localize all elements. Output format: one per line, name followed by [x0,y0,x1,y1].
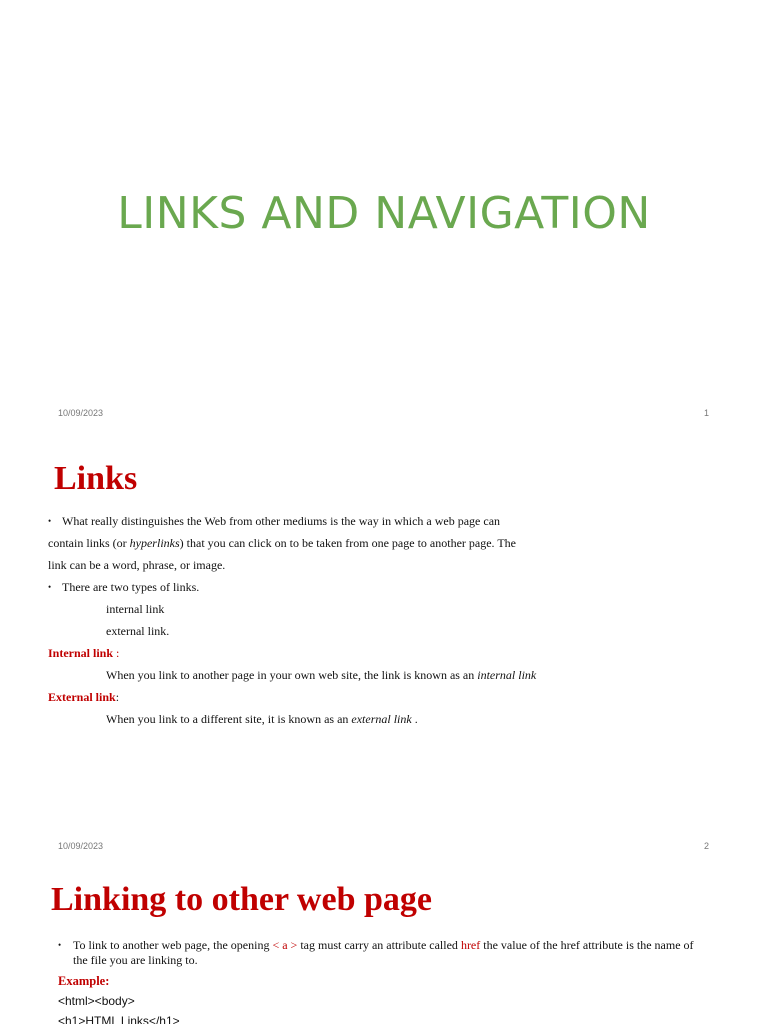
slide-body [48,510,648,730]
bullet-icon: • [58,940,62,950]
bullet-text [73,938,708,968]
slide-2 [0,434,768,867]
italic-term: hyperlinks [129,536,180,550]
bullet-item [48,510,648,532]
text-line: link can be a word, phrase, or image. [48,558,226,572]
bullet-icon: • [48,582,52,592]
text-span: . [411,712,418,726]
text-line [48,532,648,554]
internal-link-label-row [48,642,648,664]
code-line: <html><body> [58,994,135,1008]
text-span: the value of the href attribute is the name of the file you are linking to. [73,938,694,967]
bullet-item [48,576,648,598]
slide-3 [0,867,768,1024]
bullet-text: What really distinguishes the Web from other mediums is the way in which a web page can [62,514,501,528]
external-link-label-row [48,686,648,708]
code-line: <h1>HTML Links</h1> [58,1014,180,1024]
text-span: When you link to a different site, it is known as an [106,712,352,726]
text-span: To link to another web page, the opening [73,938,273,952]
italic-term: external link [351,712,412,726]
slide-page-number: 2 [703,841,709,851]
slide-date: 10/09/2023 [58,408,104,418]
italic-term: internal link [477,668,537,682]
text-span: contain links (or [48,536,130,550]
bullet-text: There are two types of links. [62,580,200,594]
href-attribute-text: href [460,938,481,952]
label-colon: : [113,646,120,660]
anchor-tag-text: < a > [272,938,298,952]
link-type-external: external link. [106,624,170,638]
bullet-icon: • [48,516,52,526]
slide-title: LINKS AND NAVIGATION [117,188,651,239]
internal-link-description [48,664,648,686]
text-span: When you link to another page in your own web site, the link is known as an [106,668,478,682]
link-type-internal: internal link [106,602,165,616]
internal-link-label: Internal link [48,646,114,660]
slide-heading: Linking to other web page [51,881,432,918]
slide-body [58,938,708,1024]
label-colon: : [115,690,120,704]
external-link-label: External link [48,690,116,704]
slide-date: 10/09/2023 [58,841,104,851]
slide-page-number: 1 [703,408,709,418]
text-span: ) that you can click on to be taken from one page to another page. The [179,536,516,550]
bullet-item [58,938,708,968]
external-link-description [48,708,648,730]
slide-1 [0,0,768,434]
text-span: tag must carry an attribute called [297,938,461,952]
example-label: Example: [58,974,110,988]
slide-heading: Links [54,460,138,497]
